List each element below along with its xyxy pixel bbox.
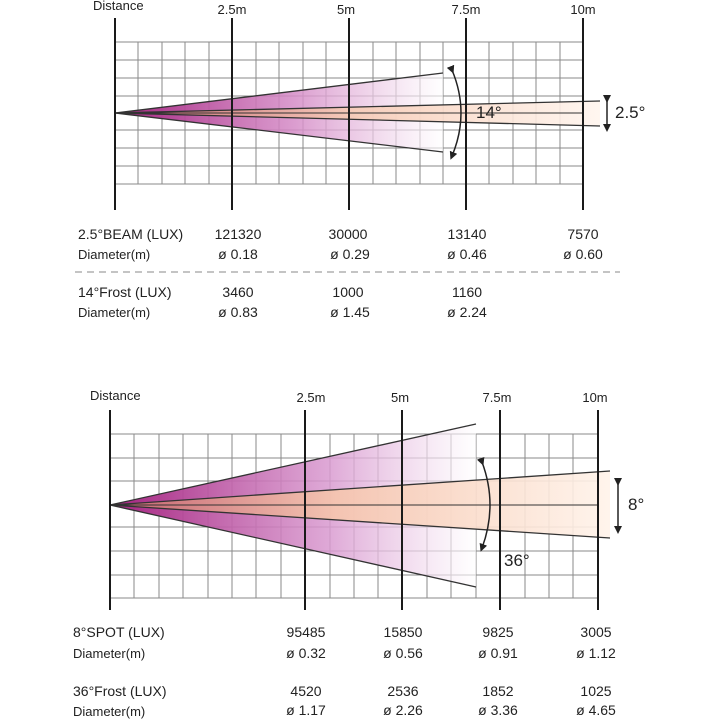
bottom-mark-10m: 10m: [582, 390, 608, 405]
top-row3-value: 1160: [451, 284, 483, 300]
top-row1-value: 13140: [447, 226, 487, 242]
bottom-distance-label: Distance: [90, 388, 141, 403]
bottom-mark-2-5m: 2.5m: [296, 390, 326, 405]
top-row1-value: 30000: [328, 226, 368, 242]
top-row2-value: ø 0.46: [447, 246, 487, 262]
top-row1-value: 121320: [214, 226, 262, 242]
bottom-row1-value: 9825: [482, 624, 514, 640]
top-row1-label: 2.5°BEAM (LUX): [78, 226, 184, 242]
bottom-row1-value: 3005: [580, 624, 612, 640]
top-row4-label: Diameter(m): [78, 305, 151, 320]
bottom-row3-value: 1025: [580, 683, 612, 699]
bottom-row3-value: 1852: [482, 683, 514, 699]
bottom-mark-5m: 5m: [390, 390, 410, 405]
bottom-row3-label: 36°Frost (LUX): [73, 683, 167, 699]
bottom-row4-value: ø 3.36: [478, 702, 518, 718]
top-row4-value: ø 0.83: [218, 304, 258, 320]
top-row2-label: Diameter(m): [78, 247, 151, 262]
top-mark-7-5m: 7.5m: [451, 2, 481, 17]
top-row4-value: ø 2.24: [447, 304, 487, 320]
bottom-row4-label: Diameter(m): [73, 704, 146, 719]
bottom-row4-value: ø 1.17: [286, 702, 326, 718]
bottom-beam-edges: [110, 424, 610, 587]
bottom-row2-value: ø 0.91: [478, 645, 518, 661]
top-narrow-angle-label: 2.5°: [615, 103, 646, 122]
top-wide-angle-label: 14°: [476, 103, 502, 122]
bottom-row2-value: ø 0.32: [286, 645, 326, 661]
top-mark-5m: 5m: [336, 2, 356, 17]
top-mark-2-5m: 2.5m: [217, 2, 247, 17]
bottom-row1-value: 15850: [383, 624, 423, 640]
bottom-row2-value: ø 0.56: [383, 645, 423, 661]
bottom-wide-angle-label: 36°: [504, 551, 530, 570]
top-distance-label: Distance: [93, 0, 144, 13]
top-row2-value: ø 0.29: [330, 246, 370, 262]
top-row3-label: 14°Frost (LUX): [78, 284, 172, 300]
bottom-mark-7-5m: 7.5m: [482, 390, 512, 405]
top-row3-value: 3460: [222, 284, 254, 300]
bottom-row4-value: ø 4.65: [576, 702, 616, 718]
bottom-row1-label: 8°SPOT (LUX): [73, 624, 165, 640]
bottom-row4-value: ø 2.26: [383, 702, 423, 718]
top-row3-value: 1000: [332, 284, 364, 300]
bottom-row2-value: ø 1.12: [576, 645, 616, 661]
bottom-beam-diagram: [110, 410, 618, 610]
top-beam-diagram: [115, 18, 607, 210]
bottom-row3-value: 4520: [290, 683, 322, 699]
top-row4-value: ø 1.45: [330, 304, 370, 320]
bottom-row2-label: Diameter(m): [73, 646, 146, 661]
bottom-narrow-angle-label: 8°: [628, 495, 645, 514]
top-row2-value: ø 0.60: [563, 246, 603, 262]
top-row1-value: 7570: [567, 226, 599, 242]
top-mark-10m: 10m: [570, 2, 596, 17]
bottom-row1-value: 95485: [286, 624, 326, 640]
top-row2-value: ø 0.18: [218, 246, 258, 262]
bottom-row3-value: 2536: [387, 683, 419, 699]
